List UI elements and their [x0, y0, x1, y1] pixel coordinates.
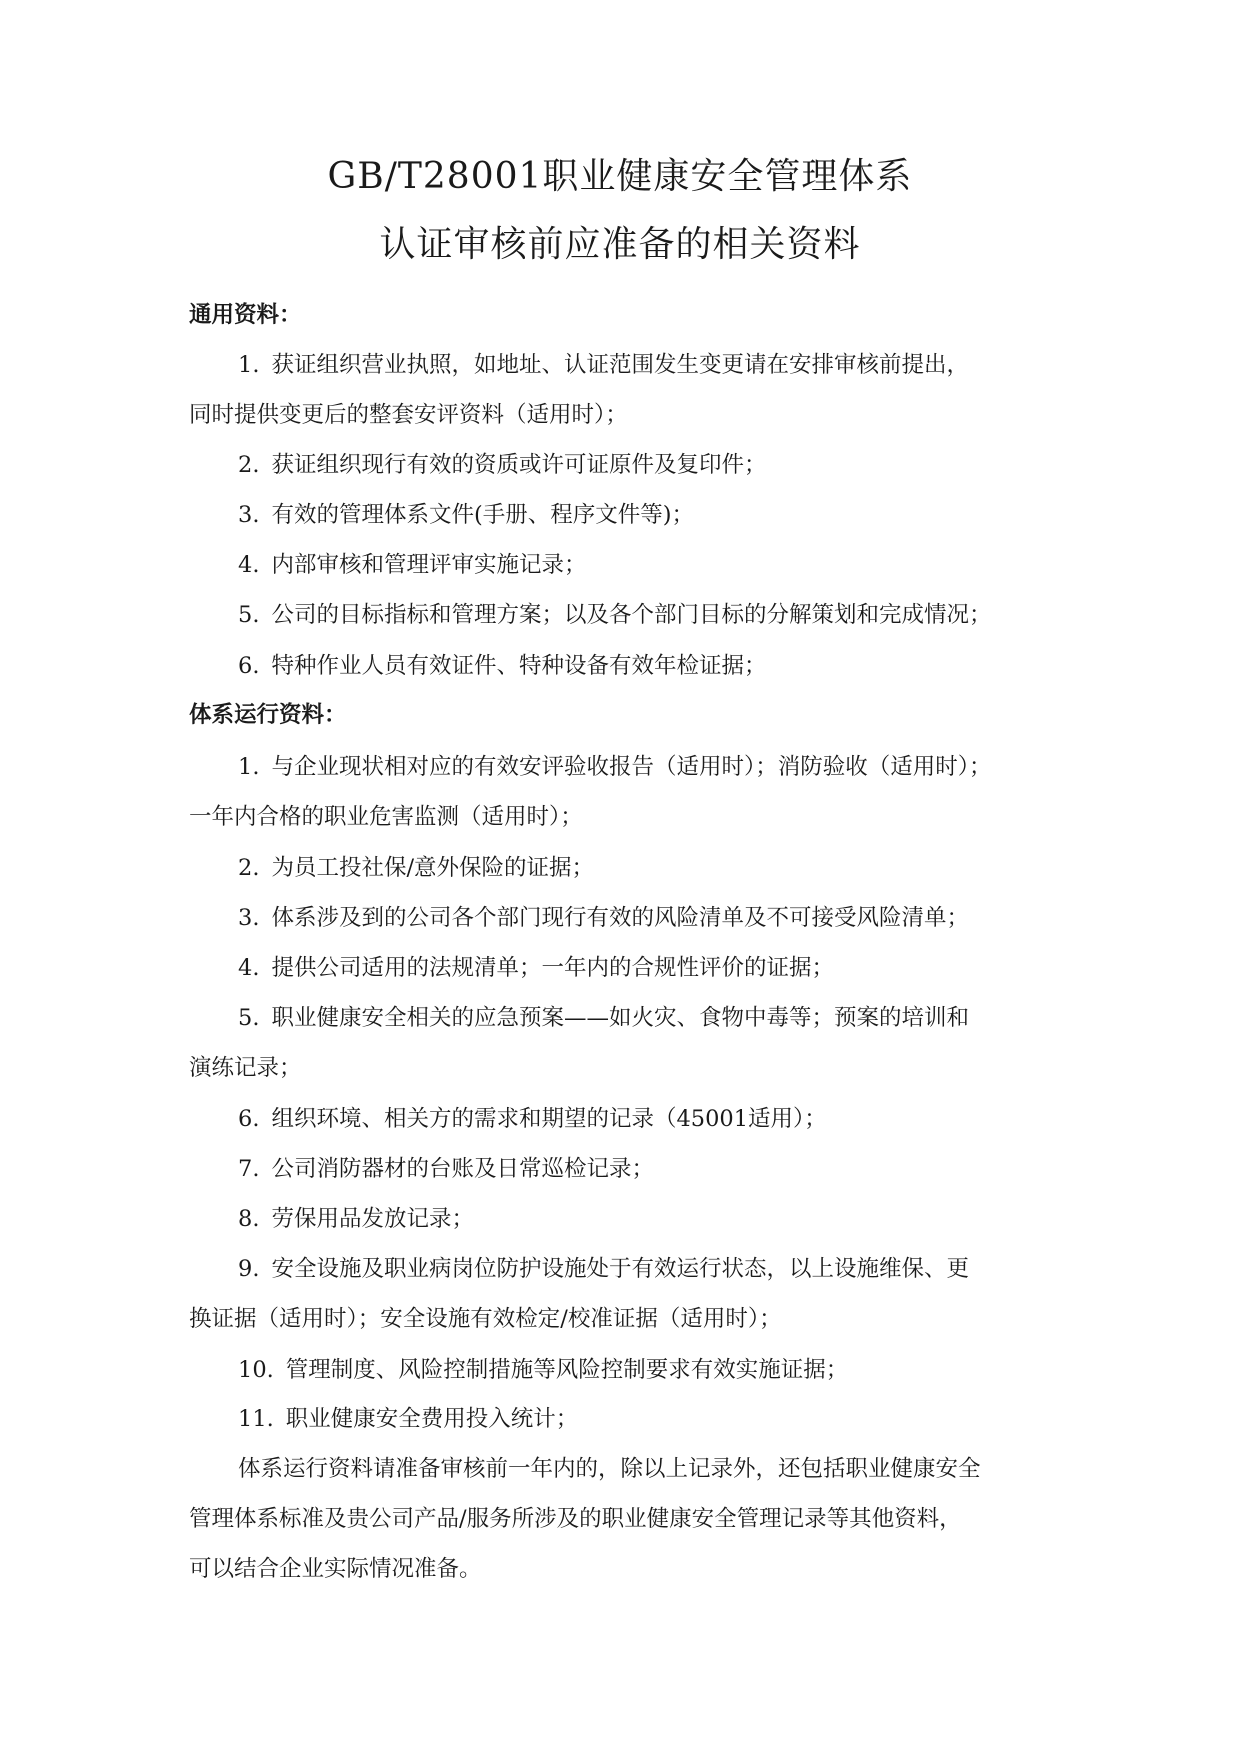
list-item-text: 组织环境、相关方的需求和期望的记录（45001适用）；	[271, 1106, 827, 1132]
list-item-text: 管理制度、风险控制措施等风险控制要求有效实施证据；	[285, 1357, 849, 1383]
list-item-text: 获证组织营业执照，如地址、认证范围发生变更请在安排审核前提出，	[271, 352, 969, 378]
list-item	[238, 1154, 654, 1184]
list-item-text: 与企业现状相对应的有效安评验收报告（适用时）；消防验收（适用时）；	[271, 754, 992, 780]
list-item-text: 提供公司适用的法规清单；一年内的合规性评价的证据；	[271, 955, 834, 981]
list-item	[238, 600, 991, 630]
closing-paragraph-line: 体系运行资料请准备审核前一年内的，除以上记录外，还包括职业健康安全	[238, 1456, 981, 1482]
list-item	[238, 953, 834, 983]
list-item-continuation: 一年内合格的职业危害监测（适用时）；	[189, 804, 583, 830]
list-item	[238, 1003, 969, 1033]
list-item-text: 为员工投社保/意外保险的证据；	[271, 855, 595, 881]
list-item-number: 3.	[238, 502, 260, 528]
list-item-number: 10.	[238, 1357, 274, 1383]
list-item	[238, 1355, 848, 1385]
list-item-number: 7.	[238, 1156, 260, 1182]
list-item	[238, 500, 694, 530]
list-item-number: 1.	[238, 754, 260, 780]
list-item-continuation: 演练记录；	[189, 1055, 302, 1081]
list-item-number: 3.	[238, 905, 260, 931]
section-heading-operation: 体系运行资料：	[189, 702, 347, 728]
list-item	[238, 651, 766, 681]
list-item-continuation: 换证据（适用时）；安全设施有效检定/校准证据（适用时）；	[189, 1306, 782, 1332]
list-item-number: 9.	[238, 1256, 260, 1282]
list-item-text: 内部审核和管理评审实施记录；	[271, 552, 587, 578]
document-title-line-2: 认证审核前应准备的相关资料	[379, 224, 861, 265]
list-item-number: 2.	[238, 855, 260, 881]
list-item	[238, 450, 766, 480]
list-item	[238, 1104, 827, 1134]
list-item-number: 5.	[238, 1005, 260, 1031]
list-item	[238, 903, 969, 933]
list-item	[238, 1204, 474, 1234]
list-item	[238, 1254, 969, 1284]
list-item-number: 6.	[238, 653, 260, 679]
section-heading-general: 通用资料：	[189, 302, 302, 328]
list-item-number: 4.	[238, 552, 260, 578]
list-item-number: 8.	[238, 1206, 260, 1232]
list-item-text: 公司消防器材的台账及日常巡检记录；	[271, 1156, 654, 1182]
closing-paragraph-line: 可以结合企业实际情况准备。	[189, 1556, 482, 1582]
list-item-number: 1.	[238, 352, 260, 378]
list-item	[238, 853, 594, 883]
list-item-text: 安全设施及职业病岗位防护设施处于有效运行状态，以上设施维保、更	[271, 1256, 969, 1282]
list-item-text: 职业健康安全相关的应急预案——如火灾、食物中毒等；预案的培训和	[271, 1005, 969, 1031]
list-item-text: 有效的管理体系文件(手册、程序文件等)；	[271, 502, 695, 528]
list-item-number: 4.	[238, 955, 260, 981]
list-item	[238, 350, 969, 380]
list-item-number: 11.	[238, 1406, 274, 1432]
list-item-number: 2.	[238, 452, 260, 478]
list-item	[238, 752, 991, 782]
list-item-text: 劳保用品发放记录；	[271, 1206, 474, 1232]
list-item-text: 体系涉及到的公司各个部门现行有效的风险清单及不可接受风险清单；	[271, 905, 969, 931]
list-item-text: 获证组织现行有效的资质或许可证原件及复印件；	[271, 452, 767, 478]
list-item-continuation: 同时提供变更后的整套安评资料（适用时）；	[189, 402, 628, 428]
closing-paragraph-line: 管理体系标准及贵公司产品/服务所涉及的职业健康安全管理记录等其他资料，	[189, 1506, 962, 1532]
document-title-line-1: GB/T28001职业健康安全管理体系	[327, 156, 913, 197]
list-item	[238, 1404, 578, 1434]
list-item-text: 公司的目标指标和管理方案；以及各个部门目标的分解策划和完成情况；	[271, 602, 992, 628]
list-item-number: 5.	[238, 602, 260, 628]
list-item-text: 特种作业人员有效证件、特种设备有效年检证据；	[271, 653, 767, 679]
list-item-text: 职业健康安全费用投入统计；	[285, 1406, 579, 1432]
list-item	[238, 550, 586, 580]
list-item-number: 6.	[238, 1106, 260, 1132]
